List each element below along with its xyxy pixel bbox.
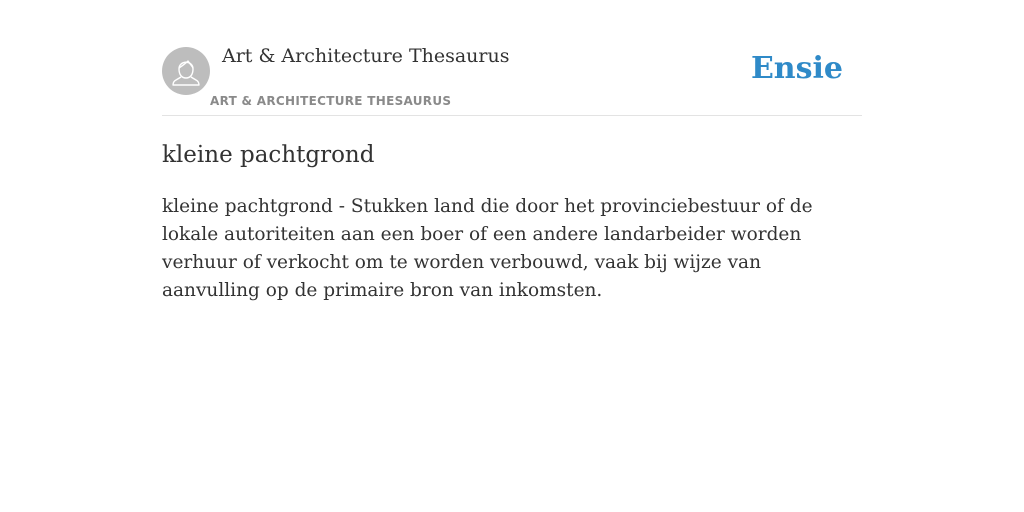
brand-logo[interactable]: Ensie	[750, 51, 843, 86]
author-name[interactable]: Art & Architecture Thesaurus	[222, 45, 510, 67]
definition-text: kleine pachtgrond - Stukken land die door het provinciebestuur of de lokale autoriteiten aan een boer of een andere landarbeider worden verhuur of verkocht om te worden verbouwd, vaak bij wijze van aanvulling op de primaire bron van inkomsten.	[162, 196, 813, 301]
user-icon	[162, 47, 210, 95]
page-title: kleine pachtgrond	[162, 142, 375, 168]
definition-card	[162, 0, 862, 305]
source-label[interactable]: ART & ARCHITECTURE THESAURUS	[210, 94, 452, 108]
avatar[interactable]	[162, 47, 210, 95]
card-header	[162, 0, 862, 116]
